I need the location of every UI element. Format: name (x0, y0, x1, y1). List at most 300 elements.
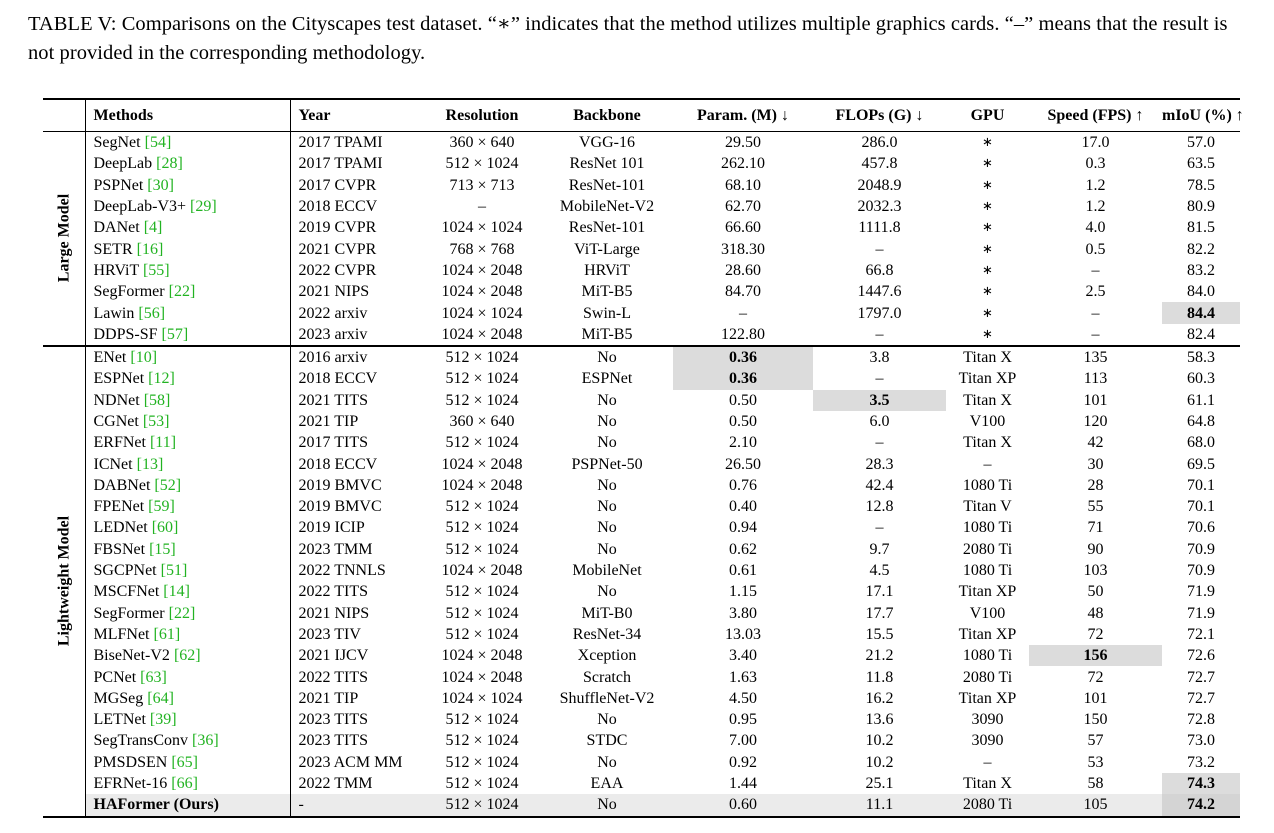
method-cell (85, 517, 290, 538)
table-row (43, 603, 1240, 624)
gpu-cell: 2080 Ti (962, 668, 1013, 686)
method-name: ENet (93, 349, 127, 367)
resolution-cell: 512 × 1024 (445, 391, 519, 409)
gpu-cell: Titan V (963, 498, 1012, 516)
resolution-cell: 512 × 1024 (445, 711, 519, 729)
method-name: LETNet (93, 711, 146, 729)
param-cell: 262.10 (721, 155, 765, 173)
speed-cell: 101 (1083, 689, 1108, 707)
citation-link[interactable]: [52] (154, 476, 182, 494)
param-cell: 0.94 (729, 519, 757, 537)
backbone-cell: No (597, 391, 617, 409)
speed-cell: 135 (1029, 346, 1162, 368)
method-cell (85, 773, 290, 794)
year-cell: 2021 TIP (298, 413, 359, 430)
speed-cell: 150 (1083, 711, 1108, 729)
gpu-cell: ∗ (982, 305, 993, 321)
backbone-cell: ResNet-34 (572, 625, 642, 643)
citation-link[interactable]: [36] (192, 732, 219, 750)
gpu-cell: 1080 Ti (962, 476, 1013, 494)
table-row (43, 132, 1240, 154)
resolution-cell: 512 × 1024 (445, 498, 519, 516)
citation-link[interactable]: [57] (161, 325, 189, 343)
flops-cell: 11.8 (865, 668, 894, 686)
table-row (43, 175, 1240, 196)
resolution-cell: 512 × 1024 (423, 794, 541, 816)
citation-link[interactable]: [16] (136, 240, 164, 258)
gpu-cell: ∗ (982, 156, 993, 172)
param-cell: 0.36 (673, 368, 813, 389)
param-cell: 0.60 (673, 794, 813, 816)
flops-cell: 3.8 (813, 346, 946, 368)
citation-link[interactable]: [51] (160, 562, 188, 580)
param-cell: 122.80 (721, 325, 765, 343)
backbone-cell: ShuffleNet-V2 (559, 689, 655, 707)
table-row (43, 260, 1240, 281)
backbone-cell: No (597, 519, 617, 537)
method-cell (85, 688, 290, 709)
citation-link[interactable]: [15] (149, 540, 176, 558)
citation-link[interactable]: [56] (138, 304, 166, 322)
miou-cell: 70.6 (1187, 519, 1215, 537)
method-cell (85, 624, 290, 645)
speed-cell: 53 (1087, 753, 1104, 771)
param-cell: 1.63 (729, 668, 757, 686)
method-cell (85, 324, 290, 346)
gpu-cell: ∗ (982, 177, 993, 193)
speed-cell: 113 (1083, 370, 1108, 388)
year-cell: 2022 TITS (298, 668, 368, 686)
citation-link[interactable]: [59] (148, 498, 175, 516)
speed-cell: 0.5 (1085, 240, 1106, 258)
table-row (43, 730, 1240, 751)
method-cell (85, 730, 290, 751)
gpu-cell: Titan X (963, 775, 1012, 793)
table-caption: TABLE V: Comparisons on the Cityscapes test dataset. “∗” indicates that the method utilizes multiple graphics cards. “–” means that the result is not provided in the corresponding methodology. (28, 13, 1228, 64)
year-cell: 2023 TITS (298, 732, 368, 750)
miou-cell: 84.0 (1187, 283, 1215, 301)
method-name: FPENet (93, 498, 145, 516)
miou-cell: 72.7 (1187, 668, 1215, 686)
speed-cell: 0.3 (1085, 155, 1106, 173)
method-cell (85, 281, 290, 302)
gpu-cell: Titan X (946, 346, 1029, 368)
table-row (43, 752, 1240, 773)
table-row (43, 496, 1240, 517)
year-cell: 2021 TITS (298, 391, 368, 409)
flops-cell: 42.4 (865, 476, 894, 494)
method-cell (85, 603, 290, 624)
resolution-cell: 360 × 640 (423, 132, 541, 154)
gpu-cell: ∗ (982, 220, 993, 236)
table-row (43, 560, 1240, 581)
method-cell (85, 496, 290, 517)
miou-cell: 73.0 (1187, 732, 1215, 750)
speed-cell: 55 (1087, 498, 1104, 516)
flops-cell: – (875, 434, 884, 452)
miou-cell: 70.9 (1187, 540, 1215, 558)
citation-link[interactable]: [62] (173, 647, 201, 665)
citation-link[interactable]: [65] (171, 753, 198, 771)
flops-cell: 16.2 (865, 689, 894, 707)
citation-link[interactable]: [11] (149, 434, 177, 452)
method-name: Lawin (93, 304, 135, 322)
gpu-cell: V100 (969, 413, 1006, 430)
resolution-cell: 713 × 713 (449, 176, 515, 194)
gpu-cell: V100 (969, 604, 1006, 622)
flops-cell: – (875, 240, 884, 258)
speed-cell: 2.5 (1085, 283, 1106, 301)
speed-cell: 42 (1087, 434, 1104, 452)
citation-link[interactable]: [28] (156, 155, 183, 173)
backbone-cell: MobileNet (572, 562, 642, 580)
method-cell (85, 432, 290, 453)
param-cell: 0.40 (729, 498, 757, 516)
flops-cell: – (875, 370, 884, 388)
miou-cell: 83.2 (1187, 261, 1215, 279)
table-row (43, 217, 1240, 238)
flops-cell: 2032.3 (857, 198, 902, 216)
backbone-cell: MiT-B5 (581, 325, 633, 343)
citation-link[interactable]: [12] (148, 370, 175, 388)
resolution-cell: 1024 × 2048 (441, 476, 523, 494)
method-name: ESPNet (93, 370, 145, 388)
citation-link[interactable]: [54] (144, 134, 172, 152)
backbone-cell: STDC (586, 732, 628, 750)
method-cell (85, 709, 290, 730)
speed-cell: – (1091, 304, 1100, 322)
method-cell (85, 560, 290, 581)
header-speed: Speed (FPS) ↑ (1029, 99, 1162, 132)
header-group-cell (43, 99, 85, 132)
citation-link[interactable]: [22] (168, 604, 196, 622)
year-cell: 2022 arxiv (298, 304, 368, 322)
method-name: PMSDSEN (93, 753, 168, 771)
method-name: DDPS-SF (93, 325, 158, 343)
speed-cell: 72 (1087, 625, 1104, 643)
group-label-cell (43, 132, 85, 346)
method-name: PCNet (93, 668, 137, 686)
speed-cell: 58 (1087, 775, 1104, 793)
speed-cell: 72 (1087, 668, 1104, 686)
gpu-cell: Titan XP (958, 625, 1017, 643)
resolution-cell: 1024 × 2048 (441, 647, 523, 665)
flops-cell: 13.6 (865, 711, 894, 729)
method-cell (85, 196, 290, 217)
header-gpu: GPU (946, 99, 1029, 132)
flops-cell: 286.0 (813, 132, 946, 154)
resolution-cell: 512 × 1024 (445, 753, 519, 771)
resolution-cell: 1024 × 2048 (441, 283, 523, 301)
backbone-cell: No (597, 413, 617, 430)
flops-cell: 4.5 (869, 562, 890, 580)
backbone-cell: MobileNet-V2 (559, 198, 655, 216)
resolution-cell: 512 × 1024 (445, 434, 519, 452)
gpu-cell: ∗ (982, 262, 993, 278)
backbone-cell: ResNet-101 (568, 219, 646, 237)
method-cell (85, 153, 290, 174)
miou-cell: 72.8 (1187, 711, 1215, 729)
param-cell: 62.70 (725, 198, 761, 216)
method-cell: HAFormer (Ours) (85, 794, 290, 816)
backbone-cell: Swin-L (583, 304, 631, 322)
backbone-cell: No (597, 498, 617, 516)
flops-cell: 1797.0 (857, 304, 902, 322)
table-row (43, 346, 1240, 368)
miou-cell: 71.9 (1187, 604, 1215, 622)
method-name: SGCPNet (93, 562, 157, 580)
header-row (43, 99, 1240, 132)
miou-cell: 74.3 (1162, 773, 1240, 794)
backbone-cell: No (597, 711, 617, 729)
miou-cell: 70.9 (1187, 562, 1215, 580)
year-cell: 2017 TPAMI (290, 132, 423, 154)
miou-cell: 57.0 (1162, 132, 1240, 154)
param-cell: 3.40 (729, 647, 757, 665)
flops-cell: 12.8 (865, 498, 894, 516)
param-cell: 0.62 (729, 540, 757, 558)
year-cell: 2022 CVPR (298, 261, 377, 279)
method-cell (85, 411, 290, 432)
table-row (43, 517, 1240, 538)
miou-cell: 63.5 (1187, 155, 1215, 173)
table-row (43, 238, 1240, 259)
backbone-cell: VGG-16 (541, 132, 673, 154)
speed-cell: 1.2 (1085, 198, 1106, 216)
year-cell: 2023 TIV (298, 625, 361, 643)
param-cell: 66.60 (725, 219, 761, 237)
year-cell: 2023 TMM (298, 540, 373, 558)
miou-cell: 80.9 (1187, 198, 1215, 216)
resolution-cell: 1024 × 2048 (441, 668, 523, 686)
method-cell (85, 302, 290, 323)
method-cell (85, 645, 290, 666)
miou-cell: 69.5 (1187, 455, 1215, 473)
flops-cell: 17.1 (865, 583, 894, 601)
param-cell: 84.70 (725, 283, 761, 301)
year-cell: 2021 NIPS (298, 604, 370, 622)
citation-link[interactable]: [29] (190, 198, 217, 216)
param-cell: 0.76 (729, 476, 757, 494)
resolution-cell: 512 × 1024 (445, 604, 519, 622)
flops-cell: 10.2 (865, 732, 894, 750)
table-row (43, 688, 1240, 709)
speed-cell: 28 (1087, 476, 1104, 494)
year-cell: 2018 ECCV (298, 198, 378, 216)
param-cell: 29.50 (673, 132, 813, 154)
param-cell: 3.80 (729, 604, 757, 622)
flops-cell: 66.8 (865, 261, 894, 279)
method-name: MSCFNet (93, 583, 160, 601)
gpu-cell: Titan XP (958, 583, 1017, 601)
header-methods: Methods (85, 99, 290, 132)
group-label-cell (43, 346, 85, 817)
header-year: Year (290, 99, 423, 132)
header-resolution: Resolution (423, 99, 541, 132)
table-row-ours (43, 794, 1240, 816)
group-label: Lightweight Model (55, 516, 73, 647)
param-cell: 0.36 (673, 346, 813, 368)
gpu-cell: ∗ (982, 284, 993, 300)
miou-cell: 58.3 (1162, 346, 1240, 368)
param-cell: 0.61 (729, 562, 757, 580)
method-name: MGSeg (93, 689, 144, 707)
year-cell: 2023 ACM MM (298, 753, 403, 771)
method-name: SETR (93, 240, 133, 258)
year-cell: 2019 CVPR (298, 219, 377, 237)
resolution-cell: 512 × 1024 (423, 346, 541, 368)
backbone-cell: No (597, 540, 617, 558)
speed-cell: 120 (1083, 413, 1108, 430)
gpu-cell: Titan X (963, 434, 1012, 452)
backbone-cell: No (597, 476, 617, 494)
gpu-cell: 2080 Ti (946, 794, 1029, 816)
speed-cell: 17.0 (1029, 132, 1162, 154)
table-row (43, 281, 1240, 302)
citation-link[interactable]: [60] (151, 519, 179, 537)
resolution-cell: – (478, 198, 486, 216)
citation-link[interactable]: [53] (142, 413, 170, 430)
miou-cell: 78.5 (1187, 176, 1215, 194)
flops-cell: – (875, 325, 884, 343)
param-cell: 26.50 (725, 455, 761, 473)
table-row (43, 432, 1240, 453)
gpu-cell: 3090 (971, 711, 1004, 729)
miou-cell: 72.7 (1187, 689, 1215, 707)
citation-link[interactable]: [61] (153, 625, 181, 643)
method-cell (85, 666, 290, 687)
flops-cell: 1111.8 (858, 219, 901, 237)
gpu-cell: ∗ (982, 326, 993, 342)
table-row (43, 453, 1240, 474)
method-cell (85, 217, 290, 238)
resolution-cell: 360 × 640 (449, 413, 515, 430)
speed-cell: 101 (1083, 391, 1108, 409)
speed-cell: 4.0 (1085, 219, 1106, 237)
year-cell: - (290, 794, 423, 816)
param-cell: 318.30 (721, 240, 765, 258)
gpu-cell: 2080 Ti (962, 540, 1013, 558)
method-name: FBSNet (93, 540, 146, 558)
citation-link[interactable]: [58] (143, 391, 171, 409)
backbone-cell: EAA (590, 775, 624, 793)
table-row (43, 539, 1240, 560)
method-name: BiseNet-V2 (93, 647, 170, 665)
year-cell: 2023 arxiv (298, 325, 368, 343)
citation-link[interactable]: [22] (168, 283, 196, 301)
year-cell: 2019 BMVC (298, 498, 382, 516)
citation-link[interactable]: [4] (143, 219, 163, 237)
resolution-cell: 1024 × 2048 (441, 455, 523, 473)
table-row (43, 645, 1240, 666)
resolution-cell: 512 × 1024 (445, 155, 519, 173)
year-cell: 2019 ICIP (298, 519, 365, 537)
year-cell: 2022 TNNLS (298, 562, 386, 580)
backbone-cell: No (541, 346, 673, 368)
citation-link[interactable]: [55] (142, 261, 170, 279)
gpu-cell: – (983, 455, 992, 473)
header-param: Param. (M) ↓ (673, 99, 813, 132)
table-row (43, 475, 1240, 496)
flops-cell: 28.3 (865, 455, 894, 473)
backbone-cell: No (597, 583, 617, 601)
method-cell (85, 368, 290, 389)
gpu-cell: 3090 (971, 732, 1004, 750)
backbone-cell: Xception (577, 647, 637, 665)
flops-cell: 1447.6 (857, 283, 902, 301)
backbone-cell: MiT-B5 (581, 283, 633, 301)
citation-link[interactable]: [30] (147, 176, 174, 194)
method-name: SegNet (93, 134, 141, 152)
citation-link[interactable]: [39] (149, 711, 177, 729)
miou-cell: 73.2 (1187, 753, 1215, 771)
table-row (43, 302, 1240, 323)
gpu-cell: – (983, 753, 992, 771)
table-row (43, 581, 1240, 602)
miou-cell: 82.4 (1187, 325, 1215, 343)
method-name: CGNet (93, 413, 139, 430)
flops-cell: 2048.9 (857, 176, 902, 194)
method-cell (85, 346, 290, 368)
citation-link[interactable]: [10] (130, 349, 158, 367)
year-cell: 2022 TMM (298, 775, 373, 793)
method-name: SegTransConv (93, 732, 189, 750)
table-row (43, 666, 1240, 687)
param-cell: 28.60 (725, 261, 761, 279)
group-label: Large Model (55, 194, 73, 283)
backbone-cell: PSPNet-50 (571, 455, 643, 473)
miou-cell: 61.1 (1187, 391, 1215, 409)
method-name: HRViT (93, 261, 139, 279)
gpu-cell: ∗ (946, 132, 1029, 154)
param-cell: 13.03 (725, 625, 761, 643)
table-row (43, 324, 1240, 346)
backbone-cell: ResNet 101 (569, 155, 645, 173)
resolution-cell: 768 × 768 (449, 240, 515, 258)
method-name: MLFNet (93, 625, 150, 643)
header-miou: mIoU (%) ↑ (1162, 99, 1240, 132)
method-name: LEDNet (93, 519, 148, 537)
method-cell (85, 132, 290, 154)
citation-link[interactable]: [64] (147, 689, 174, 707)
comparison-table (43, 98, 1244, 818)
method-name: SegFormer (93, 283, 165, 301)
table-row (43, 624, 1240, 645)
citation-link[interactable]: [66] (171, 775, 198, 793)
citation-link[interactable]: [14] (163, 583, 190, 601)
citation-link[interactable]: [63] (140, 668, 167, 686)
gpu-cell: 1080 Ti (962, 519, 1013, 537)
year-cell: 2016 arxiv (290, 346, 423, 368)
flops-cell: 11.1 (813, 794, 946, 816)
method-name: PSPNet (93, 176, 144, 194)
method-name: DeepLab (93, 155, 153, 173)
year-cell: 2023 TITS (298, 711, 368, 729)
flops-cell: 25.1 (865, 775, 894, 793)
backbone-cell: HRViT (584, 261, 630, 279)
param-cell: 68.10 (725, 176, 761, 194)
miou-cell: 68.0 (1187, 434, 1215, 452)
flops-cell: 9.7 (869, 540, 890, 558)
method-cell (85, 539, 290, 560)
param-cell: 0.95 (729, 711, 757, 729)
resolution-cell: 512 × 1024 (445, 732, 519, 750)
method-cell (85, 390, 290, 411)
param-cell: 4.50 (729, 689, 757, 707)
citation-link[interactable]: [13] (136, 455, 164, 473)
flops-cell: 6.0 (869, 413, 890, 430)
gpu-cell: 1080 Ti (962, 647, 1013, 665)
